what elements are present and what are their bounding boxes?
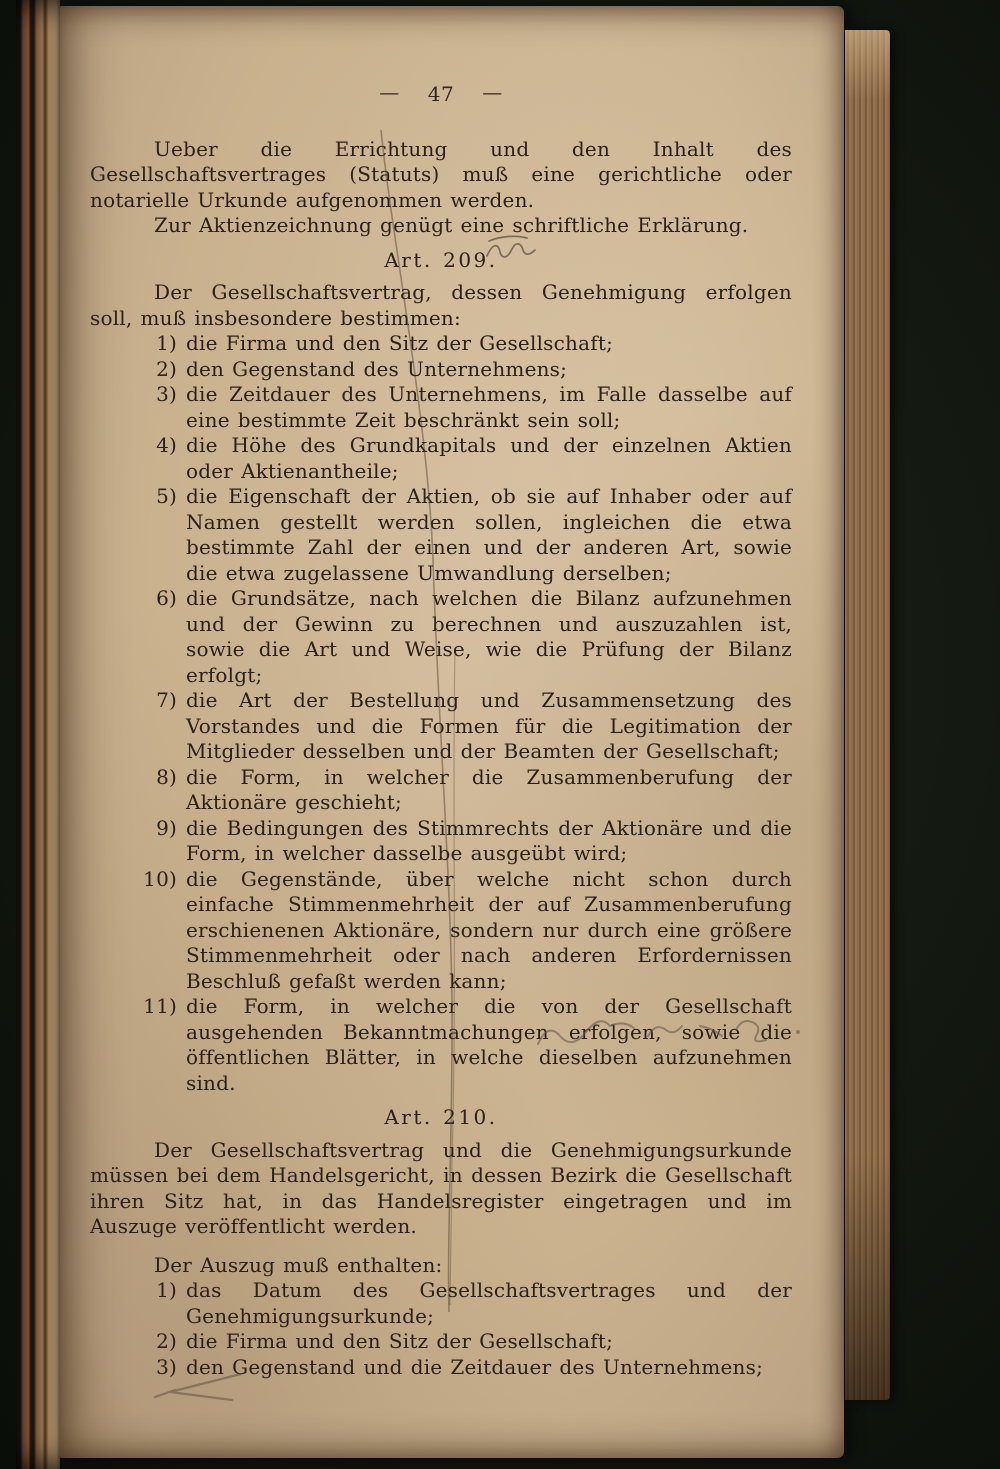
list-item xyxy=(90,484,792,586)
list-item-text: die Eigenschaft der Aktien, ob sie auf Inhaber oder auf Namen gestellt werden sollen, ingleichen die etwa bestimmte Zahl der einen und der anderen Art, sowie die etwa zugelassene Umwandlung derselben; xyxy=(186,484,792,585)
list-item-text: die Höhe des Grundkapitals und der einzelnen Aktien oder Aktienantheile; xyxy=(186,433,792,483)
list-item xyxy=(90,867,792,995)
list-item-number: 11) xyxy=(143,994,177,1018)
list-item xyxy=(90,586,792,688)
list-item-text: die Bedingungen des Stimmrechts der Aktionäre und die Form, in welcher dasselbe ausgeübt wird; xyxy=(186,815,792,865)
list-item-number: 5) xyxy=(156,484,177,508)
list-item xyxy=(90,1278,792,1329)
page-number-dash-right: — xyxy=(482,80,503,104)
list-item-number: 3) xyxy=(156,1354,177,1379)
list-item xyxy=(90,331,792,357)
list-item-number: 2) xyxy=(156,1329,177,1353)
list-item xyxy=(90,994,792,1096)
list-item-text: die Zeitdauer des Unternehmens, im Falle dasselbe auf eine bestimmte Zeit beschränkt sein soll; xyxy=(186,382,792,432)
intro-paragraph-2: Zur Aktienzeichnung genügt eine schriftliche Erklärung. xyxy=(154,213,749,237)
fore-edge-pages xyxy=(845,30,890,1400)
list-item-number: 1) xyxy=(156,1278,177,1302)
list-item xyxy=(90,357,792,383)
article-210-paragraph-1: Der Gesellschaftsvertrag und die Genehmigungsurkunde müssen bei dem Handelsgericht, in dessen Bezirk die Gesellschaft ihren Sitz hat, in das Handelsregister eingetragen und im Auszuge veröffentlicht werden. xyxy=(90,1137,792,1238)
list-item-number: 1) xyxy=(156,331,177,355)
list-item-text: die Firma und den Sitz der Gesellschaft; xyxy=(186,1329,614,1353)
list-item-text: das Datum des Gesellschaftsvertrages und der Genehmigungsurkunde; xyxy=(186,1278,792,1328)
list-item-text: die Form, in welcher die von der Gesellschaft ausgehenden Bekanntmachungen erfolgen, sowie die öffentlichen Blätter, in welche dieselben aufzunehmen sind. xyxy=(186,994,792,1095)
list-item-text: die Gegenstände, über welche nicht schon durch einfache Stimmenmehrheit der auf Zusammenberufung erschienenen Aktionäre, sondern nur durch eine größere Stimmenmehrheit oder nach anderen Erfordernissen Beschluß gefaßt werden kann; xyxy=(186,866,792,993)
article-210-heading: Art. 210. xyxy=(384,1105,498,1129)
list-item-number: 2) xyxy=(156,356,177,381)
page-number xyxy=(90,82,792,108)
list-item-number: 3) xyxy=(156,382,177,406)
list-item-text: den Gegenstand des Unternehmens; xyxy=(186,356,568,381)
article-210 xyxy=(90,1138,792,1381)
list-item xyxy=(90,1329,792,1355)
list-item-number: 9) xyxy=(156,815,177,840)
list-item xyxy=(90,765,792,816)
page-content xyxy=(90,82,792,1380)
list-item xyxy=(90,433,792,484)
page-number-dash-left: — xyxy=(379,80,400,104)
list-item-number: 6) xyxy=(156,586,177,610)
left-page-edges xyxy=(16,0,60,1469)
page-number-value: 47 xyxy=(427,82,455,106)
list-item-text: die Firma und den Sitz der Gesellschaft; xyxy=(186,331,614,355)
article-209 xyxy=(90,280,792,1096)
article-210-paragraph-2: Der Auszug muß enthalten: xyxy=(154,1252,443,1277)
intro-paragraph-1: Ueber die Errichtung und den Inhalt des Gesellschaftsvertrages (Statuts) muß eine gerichtliche oder notarielle Urkunde aufgenommen werden. xyxy=(90,136,792,212)
list-item-number: 10) xyxy=(143,866,177,891)
book-page xyxy=(60,6,844,1458)
list-item-number: 4) xyxy=(156,433,177,457)
list-item-number: 8) xyxy=(156,764,177,789)
article-209-heading: Art. 209. xyxy=(384,247,498,272)
list-item-text: die Form, in welcher die Zusammenberufung der Aktionäre geschieht; xyxy=(186,764,792,814)
list-item-text: den Gegenstand und die Zeitdauer des Unternehmens; xyxy=(186,1354,764,1379)
list-item xyxy=(90,688,792,765)
article-209-intro: Der Gesellschaftsvertrag, dessen Genehmigung erfolgen soll, muß insbesondere bestimmen: xyxy=(90,280,792,330)
list-item-number: 7) xyxy=(156,688,177,712)
article-209-list xyxy=(90,331,792,1096)
list-item xyxy=(90,382,792,433)
list-item xyxy=(90,816,792,867)
list-item-text: die Art der Bestellung und Zusammensetzung des Vorstandes und die Formen für die Legitimation der Mitglieder desselben und der Beamten der Gesellschaft; xyxy=(186,688,792,763)
article-210-list xyxy=(90,1278,792,1380)
list-item-text: die Grundsätze, nach welchen die Bilanz aufzunehmen und der Gewinn zu berechnen und auszuzahlen ist, sowie die Art und Weise, wie die Prüfung der Bilanz erfolgt; xyxy=(186,586,792,687)
list-item xyxy=(90,1355,792,1381)
